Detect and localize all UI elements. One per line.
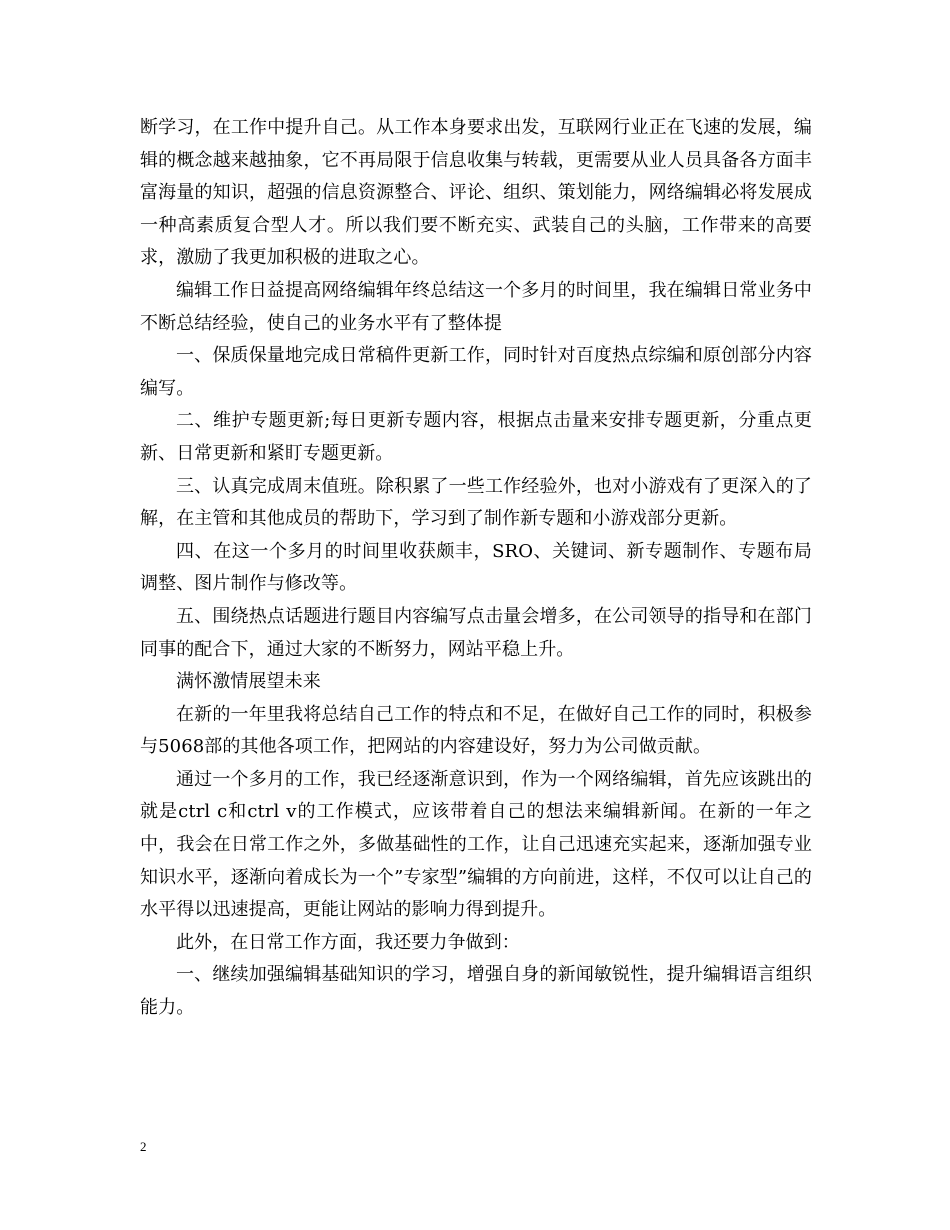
paragraph: 五、围绕热点话题进行题目内容编写点击量会增多，在公司领导的指导和在部门同事的配合下，通过大家的不断努力，网站平稳上升。: [140, 605, 812, 660]
paragraph: 一、继续加强编辑基础知识的学习，增强自身的新闻敏锐性，提升编辑语言组织能力。: [140, 964, 812, 1019]
paragraph: 通过一个多月的工作，我已经逐渐意识到，作为一个网络编辑，首先应该跳出的就是ctrl c和ctrl v的工作模式，应该带着自己的想法来编辑新闻。在新的一年之中，我会在日常工作之外，多做基础性的工作，让自己迅速充实起来，逐渐加强专业知识水平，逐渐向着成长为一个”专家型”编辑的方向前进，这样，不仅可以让自己的水平得以迅速提高，更能让网站的影响力得到提升。: [140, 768, 812, 921]
document-body: [140, 112, 812, 1025]
paragraph: 编辑工作日益提高网络编辑年终总结这一个多月的时间里，我在编辑日常业务中不断总结经验，使自己的业务水平有了整体提: [140, 279, 812, 334]
section-heading: 满怀激情展望未来: [176, 671, 321, 693]
paragraph: 此外，在日常工作方面，我还要力争做到：: [176, 931, 520, 953]
paragraph: 二、维护专题更新;每日更新专题内容，根据点击量来安排专题更新，分重点更新、日常更新和紧盯专题更新。: [140, 410, 812, 464]
paragraph: 一、保质保量地完成日常稿件更新工作，同时针对百度热点综编和原创部分内容编写。: [140, 345, 812, 399]
paragraph: 断学习，在工作中提升自己。从工作本身要求出发，互联网行业正在飞速的发展，编辑的概念越来越抽象，它不再局限于信息收集与转载，更需要从业人员具备各方面丰富海量的知识，超强的信息资源整合、评论、组织、策划能力，网络编辑必将发展成一种高素质复合型人才。所以我们要不断充实、武装自己的头脑，工作带来的高要求，激励了我更加积极的进取之心。: [140, 117, 812, 269]
paragraph: 在新的一年里我将总结自己工作的特点和不足，在做好自己工作的同时，积极参与5068部的其他各项工作，把网站的内容建设好，努力为公司做贡献。: [140, 703, 812, 758]
paragraph: 三、认真完成周末值班。除积累了一些工作经验外，也对小游戏有了更深入的了解，在主管和其他成员的帮助下，学习到了制作新专题和小游戏部分更新。: [140, 475, 812, 530]
page-number: 2: [140, 1139, 147, 1154]
paragraph: 四、在这一个多月的时间里收获颇丰，SRO、关键词、新专题制作、专题布局调整、图片制作与修改等。: [140, 540, 812, 595]
